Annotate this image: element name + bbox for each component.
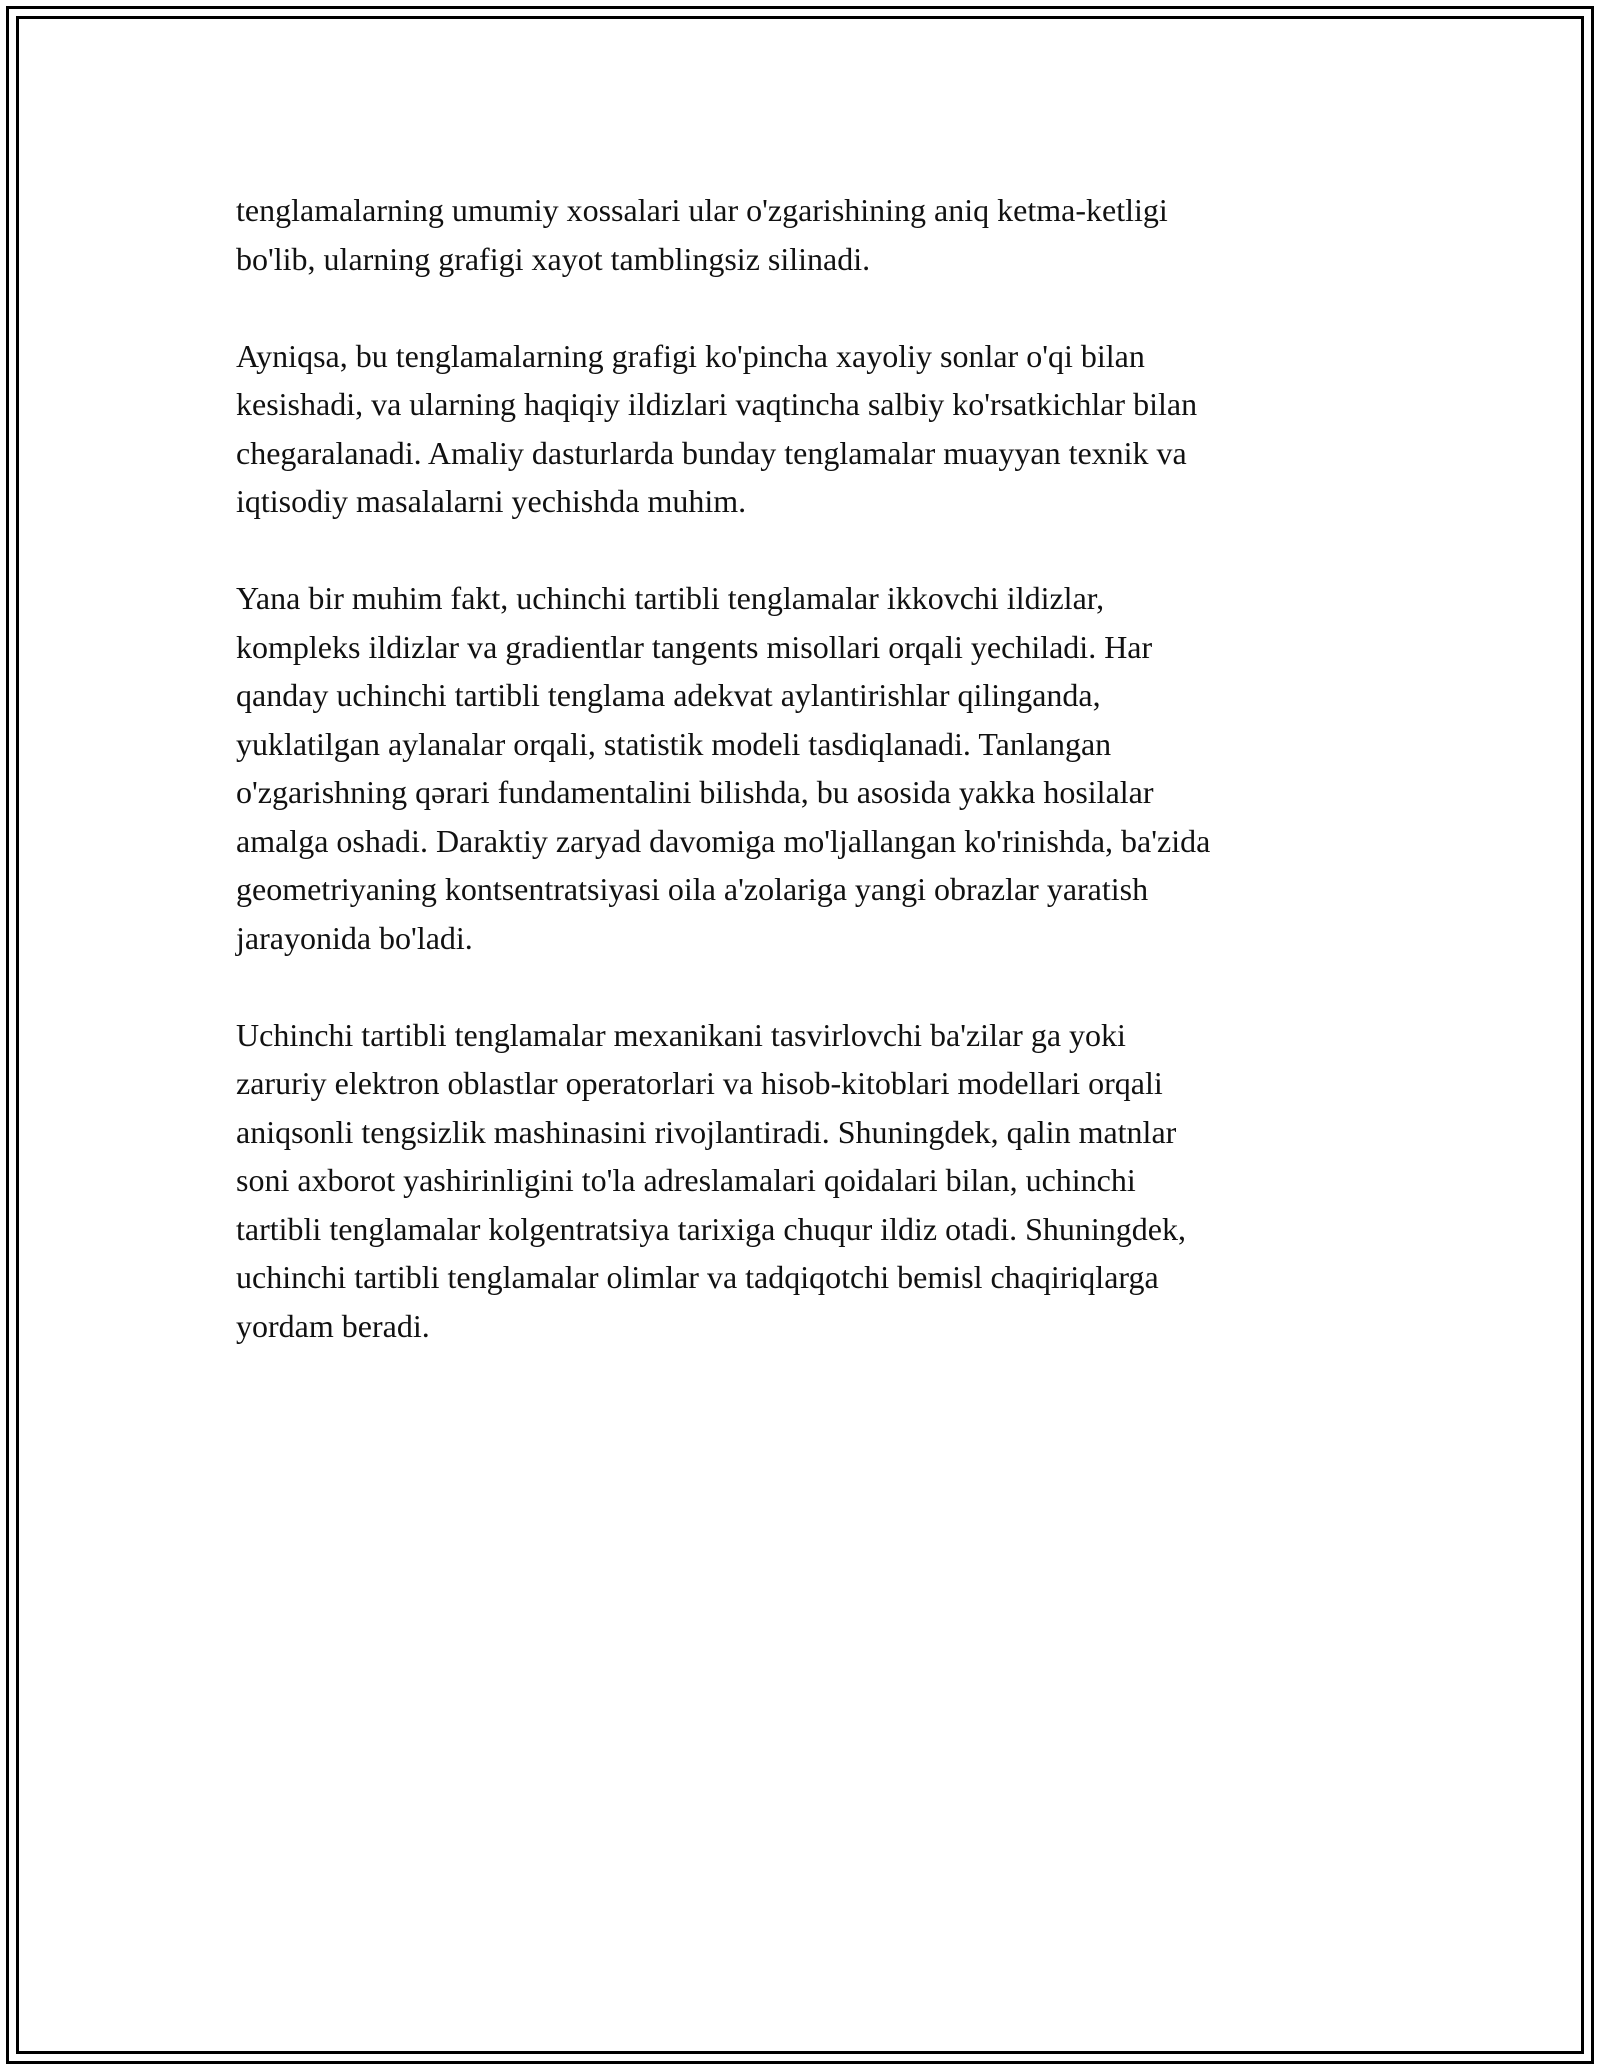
paragraph-1: tenglamalarning umumiy xossalari ular o'zgarishining aniq ketma-ketligi bo'lib, ularning grafigi xayot tamblingsiz silinadi. [236, 192, 1168, 277]
paragraph-2: Ayniqsa, bu tenglamalarning grafigi ko'pincha xayoliy sonlar o'qi bilan kesishadi, va ularning haqiqiy ildizlari vaqtincha salbiy ko'rsatkichlar bilan chegaralanadi. Amaliy dasturlarda bunday tenglamalar muayyan texnik va iqtisodiy masalalarni yechishda muhim. [236, 337, 1198, 519]
paragraph-4: Uchinchi tartibli tenglamalar mexanikani tasvirlovchi ba'zilar ga yoki zaruriy elektron oblastlar operatorlari va hisob-kitoblari modellari orqali aniqsonli tengsizlik mashinasini rivojlantiradi. Shuningdek, qalin matnlar soni axborot yashirinligini to'la adreslamalari qoidalari bilan, uchinchi tartibli tenglamalar kolgentratsiya tarixiga chuqur ildiz otadi. Shuningdek, uchinchi tartibli tenglamalar olimlar va tadqiqotchi bemisl chaqiriqlarga yordam beradi. [236, 1016, 1186, 1344]
paragraph-3: Yana bir muhim fakt, uchinchi tartibli tenglamalar ikkovchi ildizlar, kompleks ildizlar va gradientlar tangents misollari orqali yechiladi. Har qanday uchinchi tartibli tenglama adekvat aylantirishlar qilinganda, yuklatilgan aylanalar orqali, statistik modeli tasdiqlanadi. Tanlangan o'zgarishning qərari fundamentalini bilishda, bu asosida yakka hosilalar amalga oshadi. Daraktiy zaryad davomiga mo'ljallangan ko'rinishda, ba'zida geometriyaning kontsentratsiyasi oila a'zolariga yangi obrazlar yaratish jarayonida bo'ladi. [236, 580, 1211, 956]
document-body [236, 186, 1366, 1399]
